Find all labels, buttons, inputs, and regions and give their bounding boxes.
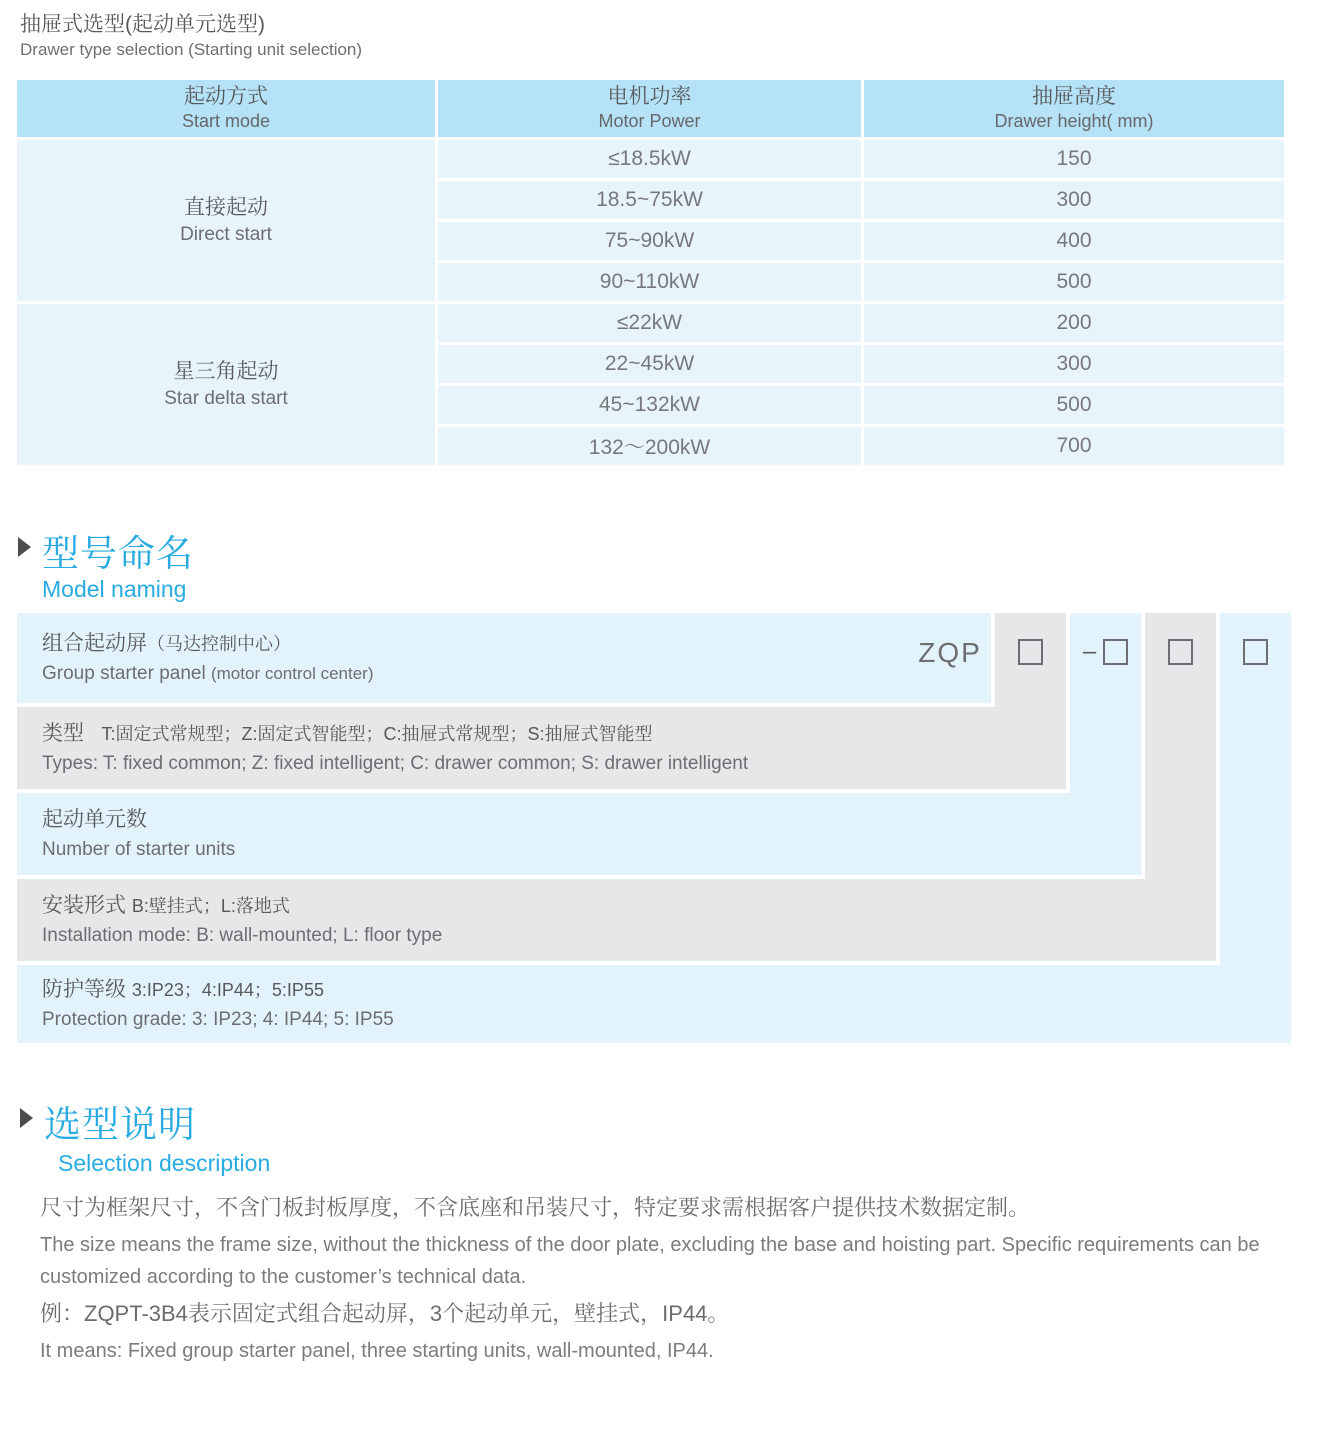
model-code-prefix: ZQP — [918, 637, 982, 668]
col-header-start-mode-zh: 起动方式 — [184, 85, 268, 109]
row1-zh-label: 组合起动屏 — [42, 632, 147, 655]
drawer-height-cell: 200 — [864, 304, 1284, 342]
col-header-drawer-height-en: Drawer height( mm) — [994, 111, 1154, 132]
selection-p2-en: It means: Fixed group starter panel, three starting units, wall-mounted, IP44. — [40, 1340, 714, 1362]
motor-power-cell: 132～200kW — [438, 427, 861, 465]
row1-zh — [42, 628, 991, 660]
model-naming-heading-en: Model naming — [42, 576, 187, 602]
page-title-zh: 抽屉式选型(起动单元选型) — [20, 13, 265, 36]
selection-p1-en: The size means the frame size, without the thickness of the door plate, excluding the base and hoisting part. Specific requirements can be customized according to the customer’s technical data. — [40, 1234, 1260, 1288]
diagram-row-types — [17, 707, 1066, 789]
row2-en: Types: T: fixed common; Z: fixed intelligent; C: drawer common; S: drawer intelligent — [42, 752, 749, 774]
row5-zh-label: 防护等级 — [42, 978, 126, 1001]
row5-en: Protection grade: 3: IP23; 4: IP44; 5: IP55 — [42, 1008, 394, 1030]
selection-p2-zh: 例：ZQPT-3B4表示固定式组合起动屏，3个起动单元，壁挂式，IP44。 — [40, 1301, 730, 1326]
page-title-en: Drawer type selection (Starting unit selection) — [20, 40, 363, 59]
motor-power-cell: 22~45kW — [438, 345, 861, 383]
diagram-row-protection-grade — [17, 965, 1291, 1043]
selection-heading-zh: 选型说明 — [44, 1104, 196, 1145]
row1-zh-detail: （马达控制中心） — [147, 634, 291, 654]
row4-zh-detail: B:壁挂式；L:落地式 — [131, 896, 290, 916]
diagram-row-installation-mode — [17, 879, 1216, 961]
motor-power-cell: ≤22kW — [438, 304, 861, 342]
drawer-height-cell: 500 — [864, 263, 1284, 301]
col-header-drawer-height — [864, 80, 1284, 137]
motor-power-cell: 45~132kW — [438, 386, 861, 424]
model-naming-heading-zh: 型号命名 — [42, 533, 194, 574]
col-header-drawer-height-zh: 抽屉高度 — [1032, 85, 1116, 109]
model-code-box-units — [1103, 639, 1128, 665]
drawer-height-cell: 300 — [864, 345, 1284, 383]
diagram-row-starter-units — [17, 793, 1141, 875]
row1-en-detail: (motor control center) — [210, 663, 374, 683]
model-code-dash: – — [1082, 638, 1097, 665]
col-header-motor-power-en: Motor Power — [598, 111, 701, 132]
row5-zh — [42, 974, 1291, 1006]
row3-zh: 起动单元数 — [42, 808, 147, 831]
motor-power-cell: 75~90kW — [438, 222, 861, 260]
group-direct-start-en: Direct start — [180, 223, 272, 245]
model-naming-diagram — [17, 613, 1291, 1043]
selection-description-text — [40, 1192, 1296, 1372]
motor-power-cell: ≤18.5kW — [438, 140, 861, 178]
model-code-box-protection — [1243, 639, 1268, 665]
group-star-delta-zh: 星三角起动 — [173, 359, 279, 383]
selection-heading-en: Selection description — [58, 1150, 271, 1176]
col-header-motor-power-zh: 电机功率 — [607, 85, 692, 109]
motor-power-cell: 18.5~75kW — [438, 181, 861, 219]
row5-zh-detail: 3:IP23；4:IP44；5:IP55 — [131, 980, 324, 1000]
row1-en-label: Group starter panel — [42, 662, 206, 684]
row1-en — [42, 660, 991, 689]
drawer-height-cell: 700 — [864, 427, 1284, 465]
group-direct-start-zh: 直接起动 — [184, 195, 268, 219]
drawer-selection-table — [17, 80, 1284, 465]
section-bullet-icon — [18, 537, 31, 557]
motor-power-cell: 90~110kW — [438, 263, 861, 301]
row2-zh — [42, 718, 1066, 750]
col-header-start-mode — [17, 80, 435, 137]
row2-zh-label: 类型 — [42, 722, 84, 745]
drawer-height-cell: 300 — [864, 181, 1284, 219]
group-cell-star-delta-start — [17, 304, 435, 465]
selection-p1-zh: 尺寸为框架尺寸，不含门板封板厚度，不含底座和吊装尺寸，特定要求需根据客户提供技术数据定制。 — [40, 1195, 1031, 1220]
group-star-delta-en: Star delta start — [164, 387, 288, 409]
col-header-start-mode-en: Start mode — [181, 111, 271, 132]
drawer-height-cell: 500 — [864, 386, 1284, 424]
row3-en: Number of starter units — [42, 838, 236, 860]
row2-zh-detail: T:固定式常规型；Z:固定式智能型；C:抽屉式常规型；S:抽屉式智能型 — [101, 724, 653, 744]
section-bullet-icon — [20, 1108, 33, 1128]
row4-zh — [42, 890, 1216, 922]
row4-en: Installation mode: B: wall-mounted; L: floor type — [42, 924, 443, 946]
model-code-box-type — [1018, 639, 1043, 665]
col-header-motor-power — [438, 80, 861, 137]
diagram-row-group-starter-panel — [17, 613, 991, 703]
model-code-box-installation — [1168, 639, 1193, 665]
drawer-height-cell: 400 — [864, 222, 1284, 260]
row4-zh-label: 安装形式 — [42, 894, 126, 917]
drawer-height-cell: 150 — [864, 140, 1284, 178]
group-cell-direct-start — [17, 140, 435, 301]
